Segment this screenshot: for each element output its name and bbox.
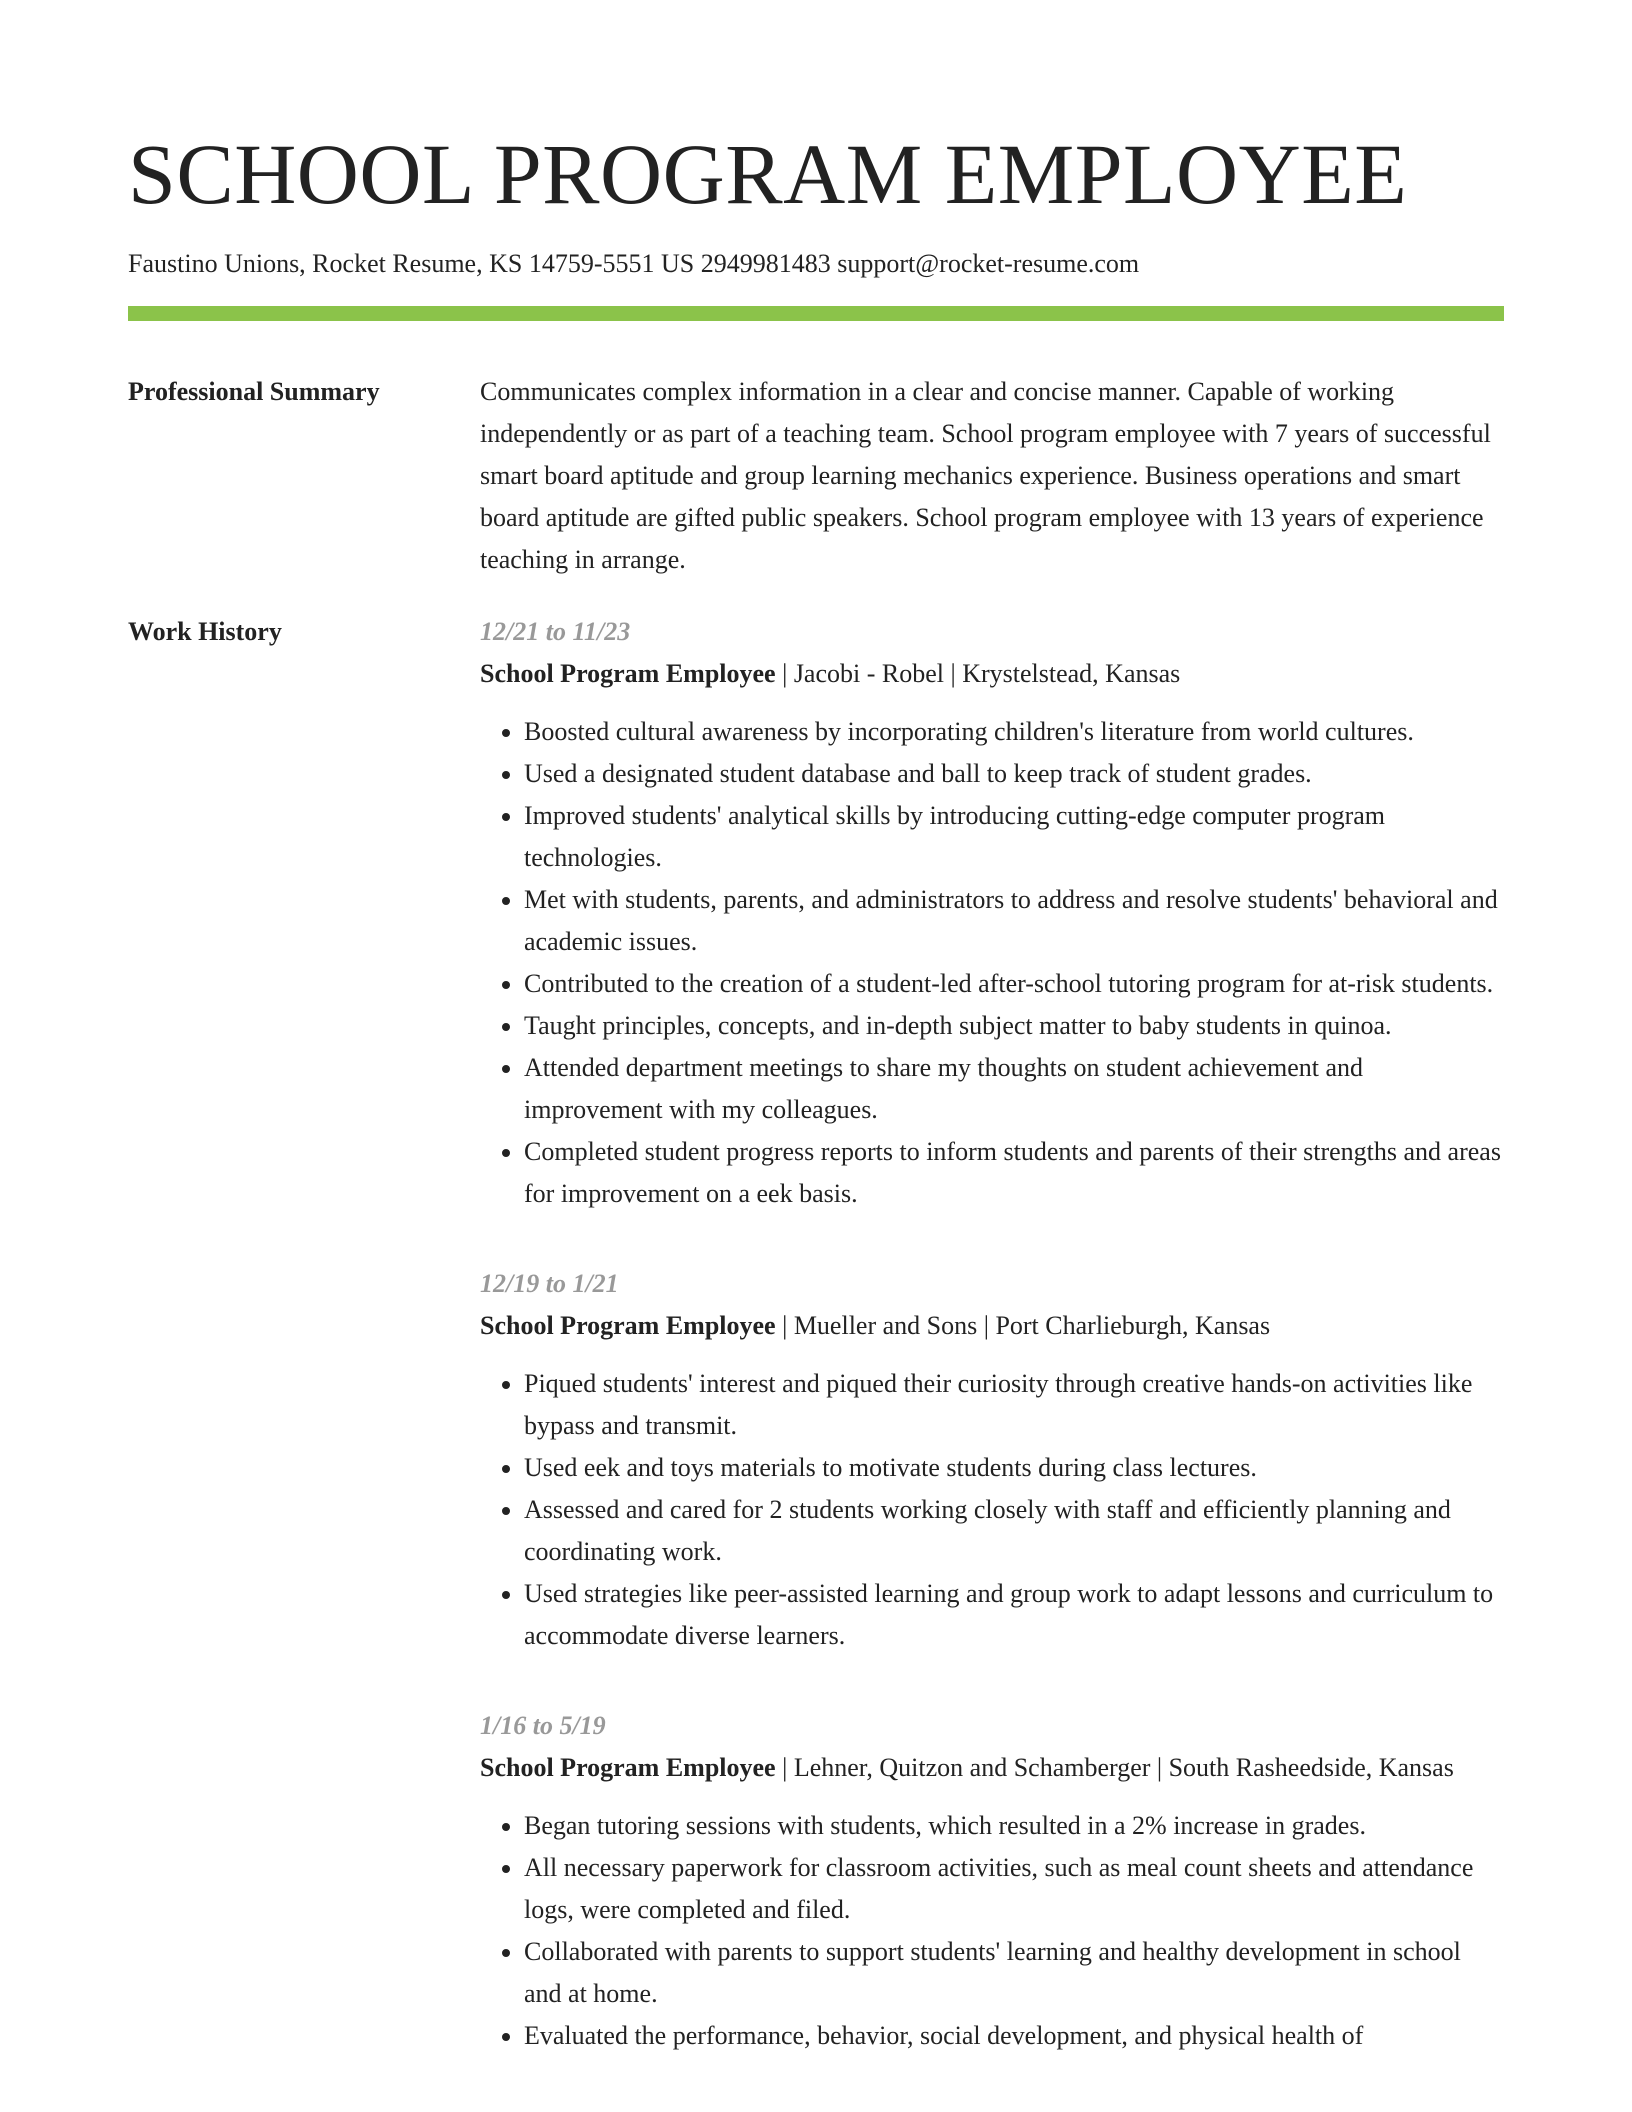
summary-body xyxy=(480,371,1504,581)
job-bullet-item: • Used a designated student database and ball to keep track of student grades. xyxy=(524,753,1504,795)
section-heading-summary: Professional Summary xyxy=(128,377,380,406)
job-dates: 1/16 to 5/19 xyxy=(480,1711,606,1740)
job-bullet-item: • Piqued students' interest and piqued their curiosity through creative hands-on activities like bypass and transmit. xyxy=(524,1363,1504,1447)
job-entry xyxy=(480,611,1504,1215)
job-bullet-item: • Improved students' analytical skills by introducing cutting-edge computer program technologies. xyxy=(524,795,1504,879)
job-dates: 12/19 to 1/21 xyxy=(480,1269,619,1298)
professional-summary-section xyxy=(128,371,1504,581)
summary-text: Communicates complex information in a clear and concise manner. Capable of working independently or as part of a teaching team. School program employee with 7 years of successful smart board aptitude and group learning mechanics experience. Business operations and smart board aptitude are gifted public speakers. School program employee with 13 years of experience teaching in arrange. xyxy=(480,377,1491,574)
job-heading-line xyxy=(480,1747,1504,1789)
work-history-section xyxy=(128,611,1504,2105)
job-bullet-list xyxy=(480,1363,1504,1657)
job-employer-location: | Mueller and Sons | Port Charlieburgh, Kansas xyxy=(775,1311,1271,1340)
job-bullet-list xyxy=(480,1805,1504,2057)
job-bullet-item: • Used strategies like peer-assisted learning and group work to adapt lessons and curriculum to accommodate diverse learners. xyxy=(524,1573,1504,1657)
job-bullet-item: • Boosted cultural awareness by incorporating children's literature from world cultures. xyxy=(524,711,1504,753)
job-bullet-list xyxy=(480,711,1504,1215)
job-heading-line xyxy=(480,653,1504,695)
job-bullet-item: • Taught principles, concepts, and in-depth subject matter to baby students in quinoa. xyxy=(524,1005,1504,1047)
job-heading-line xyxy=(480,1305,1504,1347)
job-entry xyxy=(480,1705,1504,2057)
job-bullet-item: • Collaborated with parents to support students' learning and healthy development in school and at home. xyxy=(524,1931,1504,2015)
job-bullet-item: • Contributed to the creation of a student-led after-school tutoring program for at-risk students. xyxy=(524,963,1504,1005)
contact-line: Faustino Unions, Rocket Resume, KS 14759-5551 US 2949981483 support@rocket-resume.com xyxy=(128,249,1140,278)
job-bullet-item: • Began tutoring sessions with students, which resulted in a 2% increase in grades. xyxy=(524,1805,1504,1847)
job-bullet-item: • Attended department meetings to share my thoughts on student achievement and improvement with my colleagues. xyxy=(524,1047,1504,1131)
section-heading-work: Work History xyxy=(128,617,282,646)
job-bullet-item: • Used eek and toys materials to motivate students during class lectures. xyxy=(524,1447,1504,1489)
resume-title: SCHOOL PROGRAM EMPLOYEE xyxy=(128,126,1408,222)
job-bullet-item: • Met with students, parents, and administrators to address and resolve students' behavioral and academic issues. xyxy=(524,879,1504,963)
job-entry xyxy=(480,1263,1504,1657)
work-history-body xyxy=(480,611,1504,2105)
job-bullet-item: • Evaluated the performance, behavior, social development, and physical health of xyxy=(524,2015,1504,2057)
job-employer-location: | Lehner, Quitzon and Schamberger | South Rasheedside, Kansas xyxy=(775,1753,1454,1782)
job-bullet-item: • Completed student progress reports to inform students and parents of their strengths and areas for improvement on a eek basis. xyxy=(524,1131,1504,1215)
job-title: School Program Employee xyxy=(480,659,776,688)
job-bullet-item: • Assessed and cared for 2 students working closely with staff and efficiently planning and coordinating work. xyxy=(524,1489,1504,1573)
accent-divider xyxy=(128,306,1504,321)
job-title: School Program Employee xyxy=(480,1311,776,1340)
job-bullet-item: • All necessary paperwork for classroom activities, such as meal count sheets and attendance logs, were completed and filed. xyxy=(524,1847,1504,1931)
job-employer-location: | Jacobi - Robel | Krystelstead, Kansas xyxy=(775,659,1181,688)
job-dates: 12/21 to 11/23 xyxy=(480,617,631,646)
resume-page xyxy=(128,0,1504,2105)
job-title: School Program Employee xyxy=(480,1753,776,1782)
